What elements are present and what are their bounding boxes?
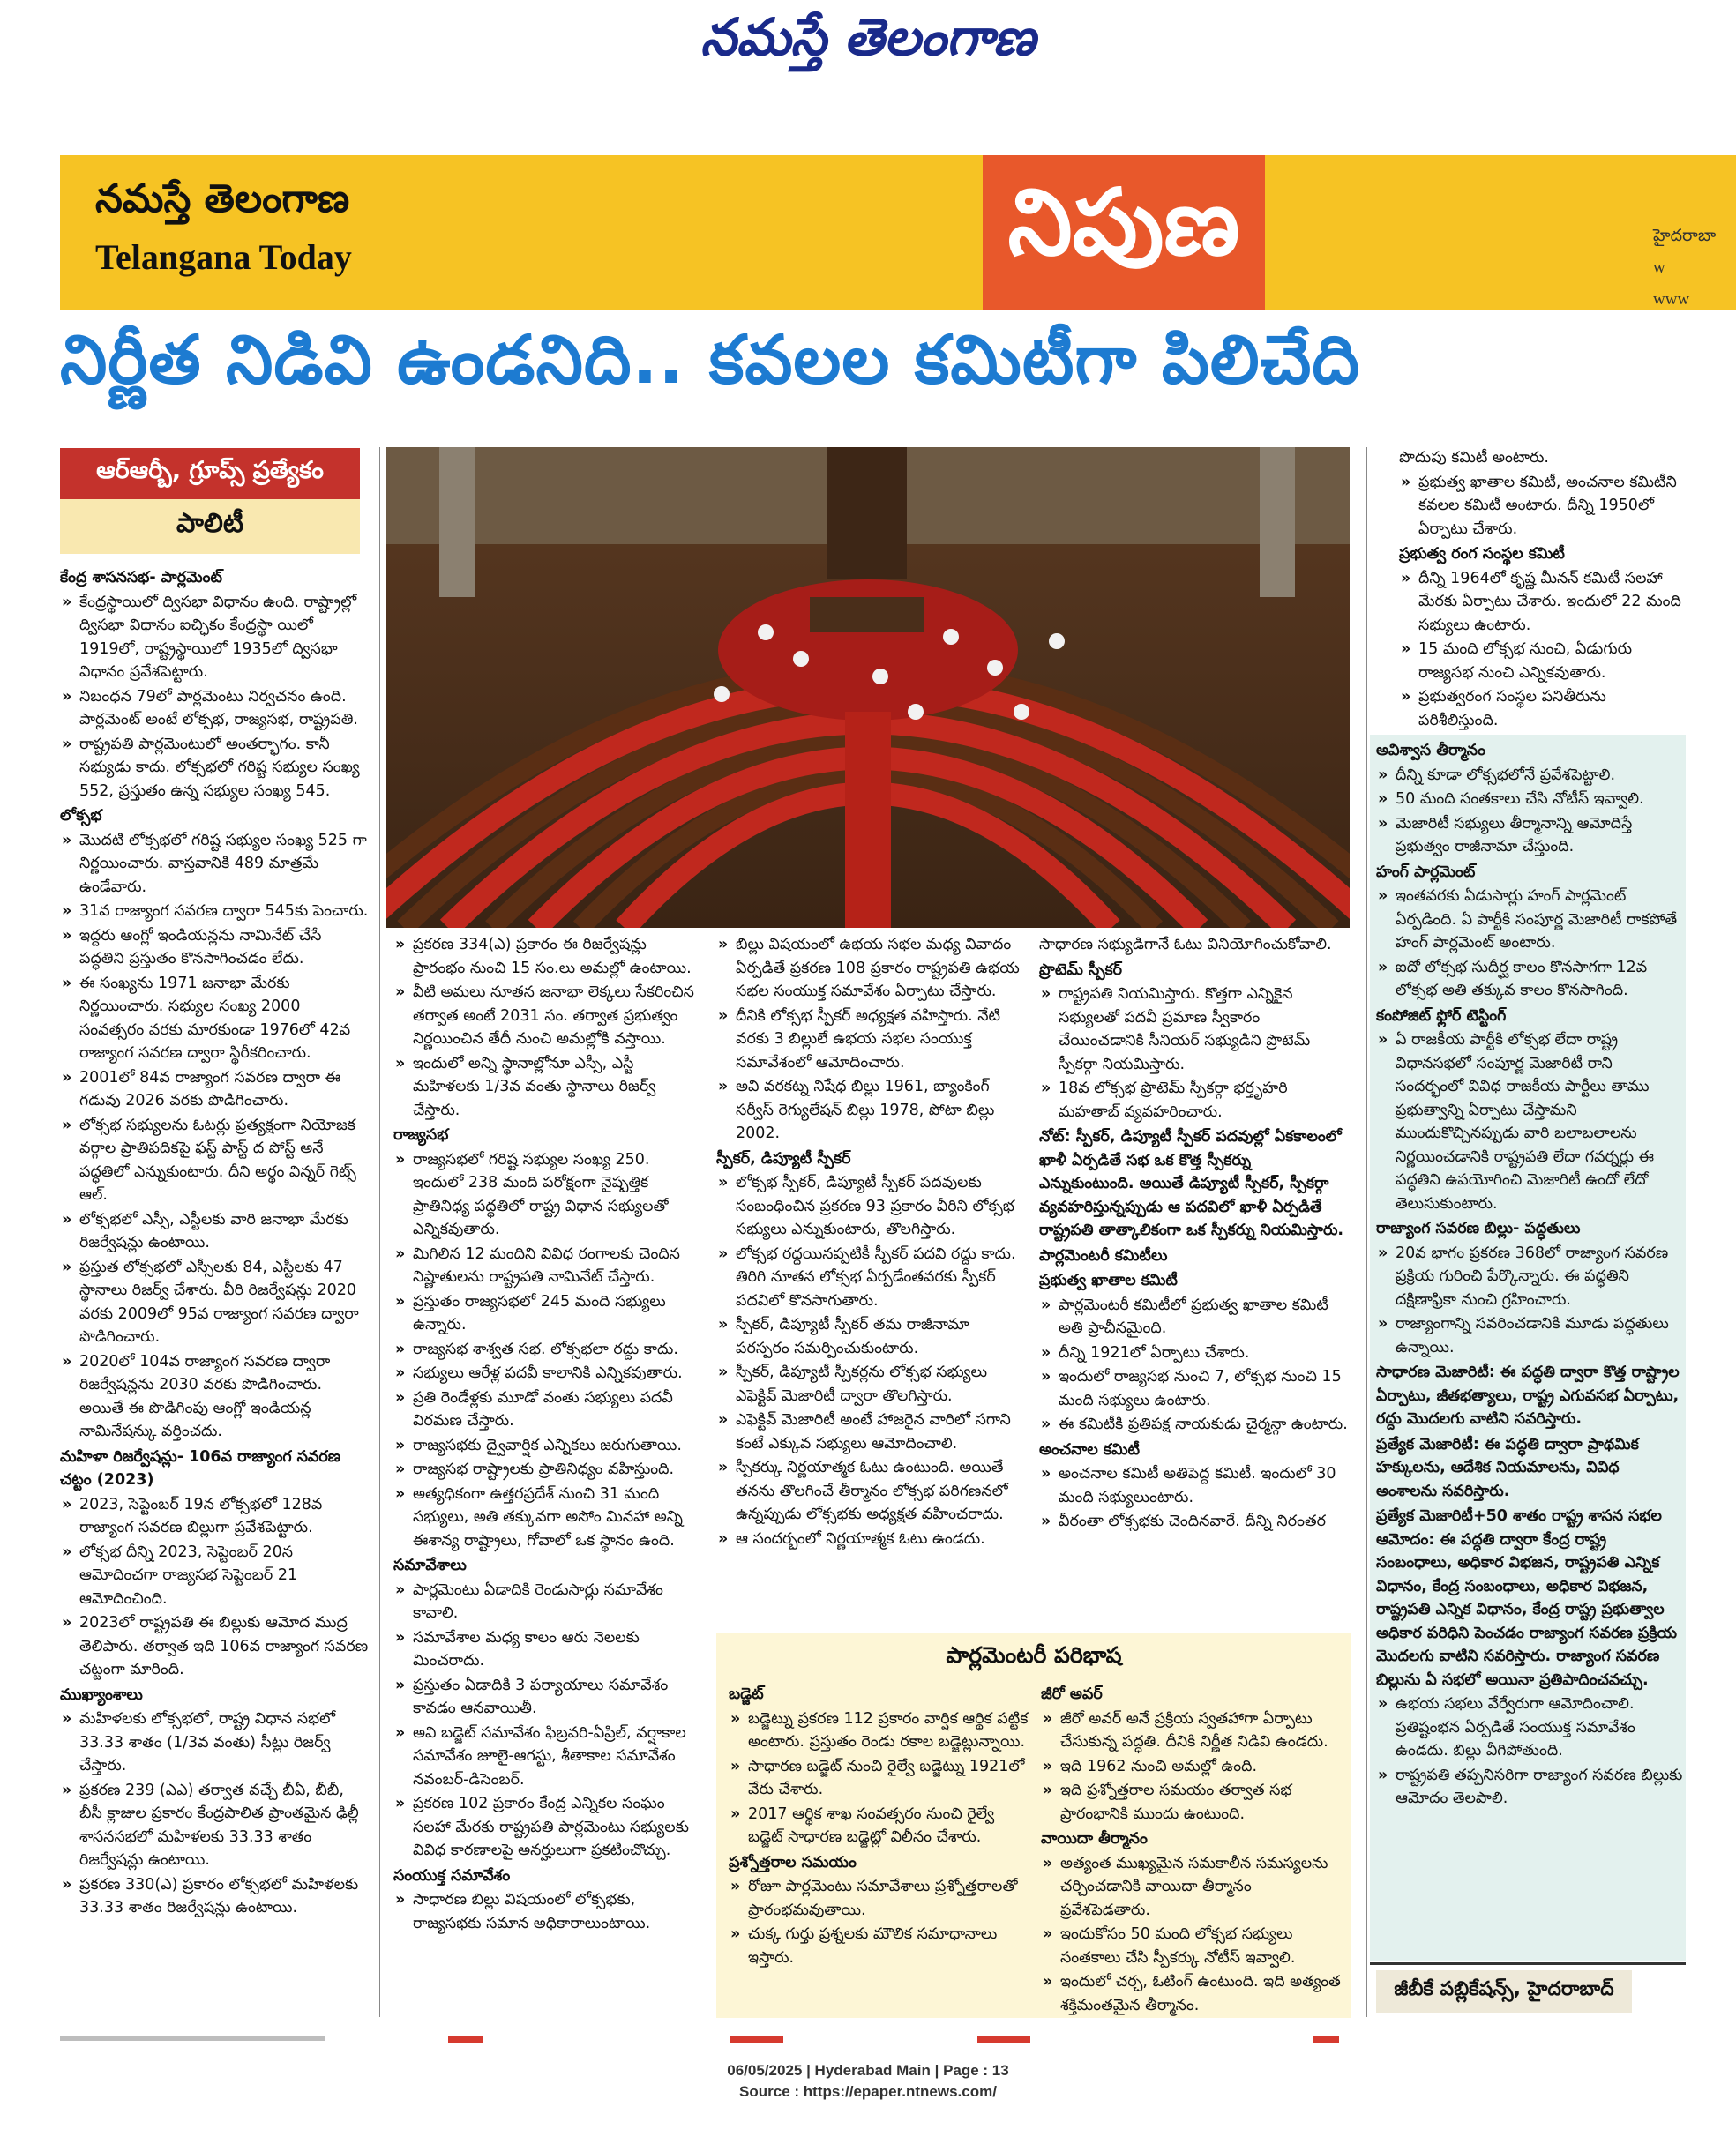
footer-source-line: Source : https://epaper.ntnews.com/	[739, 2083, 997, 2100]
brand-block	[95, 176, 352, 278]
section-subheading: హంగ్ పార్లమెంట్	[1376, 863, 1476, 881]
section-subheading: ముఖ్యాంశాలు	[60, 1685, 143, 1704]
section-title: నిపుణ	[983, 155, 1265, 310]
bullet-point: » ప్రకరణ 334(ఎ) ప్రకారం ఈ రిజర్వేషన్లు ప్రారంభం నుంచి 15 సం.లు అమల్లో ఉంటాయి.	[393, 933, 699, 980]
bullet-point: » అవి బడ్జెట్ సమావేశం ఫిబ్రవరి-ఏప్రిల్, వర్షాకాల సమావేశం జూలై-ఆగస్టు, శీతాకాల సమావేశం నవంబర్-డిసెంబర్.	[393, 1722, 699, 1792]
bottom-ad-strip	[60, 2033, 1348, 2045]
bullet-point: » దీన్ని కూడా లోక్సభలోనే ప్రవేశపెట్టాలి.	[1376, 764, 1685, 788]
bullet-point: » ప్రభుత్వ ఖాతాల కమిటీ, అంచనాల కమిటీని కవలల కమిటీ అంటారు. దీన్ని 1950లో ఏర్పాటు చేశారు.	[1399, 471, 1690, 542]
publisher-credit: జీబీకే పబ్లికేషన్స్, హైదరాబాద్	[1376, 1970, 1632, 2013]
bullet-point: » అంచనాల కమిటీ అతిపెద్ద కమిటీ. ఇందులో 30 మంది సభ్యులుంటారు.	[1039, 1462, 1348, 1509]
bullet-point: » 50 మంది సంతకాలు చేసి నోటీస్ ఇవ్వాలి.	[1376, 788, 1685, 811]
footer-date-line: 06/05/2025 | Hyderabad Main | Page : 13	[727, 2062, 1009, 2079]
section-subheading: రాజ్యాంగ సవరణ బిల్లు- పద్ధతులు	[1376, 1220, 1581, 1237]
page-footer	[0, 2060, 1736, 2103]
bullet-point: » రాజ్యాంగాన్ని సవరించడానికి మూడు పద్ధతులు ఉన్నాయి.	[1376, 1312, 1685, 1359]
bullet-point: » స్పీకర్, డిప్యూటీ స్పీకర్ తమ రాజీనామా పరస్పరం సమర్పించుకుంటారు.	[716, 1313, 1021, 1360]
bullet-point: » ఐదో లోక్సభ సుదీర్ఘ కాలం కొనసాగగా 12వ లోక్సభ అతి తక్కువ కాలం కొనసాగింది.	[1376, 956, 1685, 1003]
bullet-point: » స్పీకర్కు నిర్ణయాత్మక ఓటు ఉంటుంది. అయితే తనను తొలగించే తీర్మానం లోక్సభ పరిగణనలో ఉన్నప్పుడు లోక్సభకు అధ్యక్షత వహించరాదు.	[716, 1456, 1021, 1527]
subject-tag: పాలిటీ	[60, 499, 360, 554]
bullet-point: » ఇది 1962 నుంచి అమల్లో ఉంది.	[1041, 1755, 1344, 1779]
column-divider	[1366, 447, 1367, 2017]
article-column-1	[60, 564, 369, 1921]
article-column-4	[1039, 933, 1348, 1535]
bullet-point: » రోజూ పార్లమెంటు సమావేశాలు ప్రశ్నోత్తరాలతో ప్రారంభమవుతాయి.	[729, 1875, 1032, 1922]
bullet-point: » ఎఫెక్టివ్ మెజారిటీ అంటే హాజరైన వారిలో సగాని కంటే ఎక్కువ సభ్యులు ఆమోదించాలి.	[716, 1408, 1021, 1455]
section-subheading: స్పీకర్, డిప్యూటీ స్పీకర్	[716, 1149, 851, 1168]
bullet-point: » ఆ సందర్భంలో నిర్ణయాత్మక ఓటు ఉండదు.	[716, 1528, 1021, 1551]
bullet-point: » 31వ రాజ్యాంగ సవరణ ద్వారా 545కు పెంచారు.	[60, 900, 369, 923]
bullet-point: » లోక్సభ రద్దయినప్పటికీ స్పీకర్ పదవి రద్దు కాదు. తిరిగి నూతన లోక్సభ ఏర్పడేంతవరకు స్పీకర్ పదవిలో కొనసాగుతారు.	[716, 1243, 1021, 1313]
banner-right-line: w	[1653, 258, 1665, 277]
brand-telugu: నమస్తే తెలంగాణ	[95, 176, 350, 221]
bullet-point: » సభ్యులు ఆరేళ్ల పదవీ కాలానికి ఎన్నికవుతారు.	[393, 1362, 699, 1386]
bullet-point: » సాధారణ బడ్జెట్ నుంచి రైల్వే బడ్జెట్ను 1921లో వేరు చేశారు.	[729, 1755, 1032, 1802]
bullet-point: » ప్రకరణ 239 (ఎఎ) తర్వాత వచ్చే బీఏ, బీబీ, బీసీ క్లాజుల ప్రకారం కేంద్రపాలిత ప్రాంతమైన ఢిల్లీ శాసనసభలో మహిళలకు 33.33 శాతం రిజర్వేషన్లు ఉంటాయి.	[60, 1779, 369, 1872]
bullet-point: » ప్రభుత్వరంగ సంస్థల పనితీరును పరిశీలిస్తుంది.	[1399, 685, 1690, 732]
section-subheading: ప్రత్యేక మెజారిటీ+50 శాతం రాష్ట్ర శాసన సభల ఆమోదం: ఈ పద్ధతి ద్వారా కేంద్ర రాష్ట్ర సంబంధాలు, అధికార విభజన, రాష్ట్రపతి ఎన్నిక విధానం, కేంద్ర సంబంధాలు, అధికార విభజన, రాష్ట్రపతి ఎన్నిక విధానం, కేంద్ర రాష్ట్ర ప్రభుత్వాల అధికార పరిధిని పెంచడం రాజ్యాంగ సవరణ ప్రక్రియ మొదలగు వాటిని సవరిస్తారు. రాజ్యాంగ సవరణ బిల్లును ఏ సభలో అయినా ప్రతిపాదించవచ్చు.	[1376, 1507, 1678, 1689]
bullet-point: » ఇందుకోసం 50 మంది లోక్సభ సభ్యులు సంతకాలు చేసి స్పీకర్కు నోటీస్ ఇవ్వాలి.	[1041, 1923, 1344, 1969]
parliament-chamber-photo	[386, 447, 1350, 928]
bullet-point: » రాష్ట్రపతి తప్పనిసరిగా రాజ్యాంగ సవరణ బిల్లుకు ఆమోదం తెలపాలి.	[1376, 1764, 1685, 1811]
bullet-point: » రాజ్యసభ రాష్ట్రాలకు ప్రాతినిధ్యం వహిస్తుంది.	[393, 1458, 699, 1482]
page-headline: నిర్ణీత నిడివి ఉండనిది.. కవలల కమిటీగా పిలిచేది	[60, 320, 1361, 399]
bullet-point: » 2023, సెప్టెంబర్ 19న లోక్సభలో 128వ రాజ్యాంగ సవరణ బిల్లుగా ప్రవేశపెట్టారు.	[60, 1493, 369, 1540]
section-subheading: సమావేశాలు	[393, 1557, 467, 1574]
bullet-point: » రాష్ట్రపతి నియమిస్తారు. కొత్తగా ఎన్నికైన సభ్యులతో పదవీ ప్రమాణ స్వీకారం చేయించడానికి సీనియర్ సభ్యుడిని ప్రొటెమ్ స్పీకర్గా నియమిస్తారు.	[1039, 983, 1348, 1076]
bullet-point: » సమావేశాల మధ్య కాలం ఆరు నెలలకు మించరాదు.	[393, 1626, 699, 1673]
article-column-5	[1399, 446, 1690, 733]
bullet-point: » అవి వరకట్న నిషేధ బిల్లు 1961, బ్యాంకింగ్ సర్వీస్ రెగ్యులేషన్ బిల్లు 1978, పోటా బిల్లు 2002.	[716, 1075, 1021, 1146]
paragraph: సాధారణ సభ్యుడిగానే ఓటు వినియోగించుకోవాలి.	[1039, 936, 1332, 953]
bullet-point: » 18వ లోక్సభ ప్రొటెమ్ స్పీకర్గా భర్తృహరి మహతాబ్ వ్యవహరించారు.	[1039, 1077, 1348, 1124]
bullet-point: » ప్రస్తుతం ఏడాదికి 3 పర్యాయాలు సమావేశం కావడం ఆనవాయితీ.	[393, 1674, 699, 1721]
bullet-point: » మిగిలిన 12 మందిని వివిధ రంగాలకు చెందిన నిష్ణాతులను రాష్ట్రపతి నామినేట్ చేస్తారు.	[393, 1243, 699, 1289]
bullet-point: » ఇది ప్రశ్నోత్తరాల సమయం తర్వాత సభ ప్రారంభానికి ముందు ఉంటుంది.	[1041, 1779, 1344, 1826]
bullet-point: » మొదటి లోక్సభలో గరిష్ట సభ్యుల సంఖ్య 525 గా నిర్ణయించారు. వాస్తవానికి 489 మాత్రమే ఉండేవారు.	[60, 829, 369, 900]
masthead-title: నమస్తే తెలంగాణ	[700, 7, 1036, 67]
section-subheading: కంపోజిట్ ఫ్లోర్ టెస్టింగ్	[1376, 1006, 1507, 1025]
bullet-point: » దీన్ని 1921లో ఏర్పాటు చేశారు.	[1039, 1341, 1348, 1365]
bullet-point: » ఈ సంఖ్యను 1971 జనాభా మేరకు నిర్ణయించారు. సభ్యుల సంఖ్య 2000 సంవత్సరం వరకు మారకుండా 1976లో 42వ రాజ్యాంగ సవరణ ద్వారా స్థిరీకరించారు.	[60, 972, 369, 1065]
bullet-point: » లోక్సభ సభ్యులను ఓటర్లు ప్రత్యక్షంగా నియోజక వర్గాల ప్రాతిపదికపై ఫస్ట్ పాస్ట్ ద పోస్ట్ అనే పద్ధతిలో ఎన్నుకుంటారు. దీని అర్థం విన్నర్ గెట్స్ ఆల్.	[60, 1114, 369, 1207]
section-banner	[60, 155, 1736, 310]
glossary-title: పార్లమెంటరీ పరిభాష	[946, 1642, 1122, 1668]
section-subheading: రాజ్యసభ	[393, 1126, 449, 1144]
bullet-point: » దీనికి లోక్సభ స్పీకర్ అధ్యక్షత వహిస్తారు. నేటి వరకు 3 బిల్లులే ఉభయ సభల సంయుక్త సమావేశంలో ఆమోదించారు.	[716, 1005, 1021, 1075]
bullet-point: » లోక్సభ స్పీకర్, డిప్యూటీ స్పీకర్ పదవులకు సంబంధించిన ప్రకరణ 93 ప్రకారం వీరిని లోక్సభ సభ్యులు ఎన్నుకుంటారు, తొలగిస్తారు.	[716, 1171, 1021, 1242]
column-divider	[379, 447, 380, 2017]
section-rule	[1370, 1962, 1686, 1965]
paragraph: పొదుపు కమిటీ అంటారు.	[1399, 449, 1549, 467]
bullet-point: » ఇద్దరు ఆంగ్లో ఇండియన్లను నామినేట్ చేసే పద్ధతిని ప్రస్తుతం కొనసాగించడం లేదు.	[60, 924, 369, 971]
bullet-point: » లోక్సభలో ఎస్సీ, ఎస్టీలకు వారి జనాభా మేరకు రిజర్వేషన్లు ఉంటాయి.	[60, 1208, 369, 1255]
section-subheading: ప్రభుత్వ రంగ సంస్థల కమిటీ	[1399, 545, 1565, 563]
glossary-column-right	[1041, 1681, 1344, 2018]
section-subheading: లోక్సభ	[60, 807, 102, 825]
banner-right-line: www	[1653, 290, 1690, 309]
section-subheading: సాధారణ మెజారిటీ: ఈ పద్ధతి ద్వారా కొత్త రాష్ట్రాల ఏర్పాటు, జీతభత్యాలు, రాష్ట్ర ఎగువసభ ఏర్పాటు, రద్దు మొదలగు వాటిని సవరిస్తారు.	[1376, 1364, 1680, 1428]
bullet-point: » ఇందులో చర్చ, ఓటింగ్ ఉంటుంది. ఇది అత్యంత శక్తిమంతమైన తీర్మానం.	[1041, 1970, 1344, 2017]
bullet-point: » 2017 ఆర్థిక శాఖ సంవత్సరం నుంచి రైల్వే బడ్జెట్ సాధారణ బడ్జెట్లో విలీనం చేశారు.	[729, 1803, 1032, 1849]
bullet-point: » వీరంతా లోక్సభకు చెందినవారే. దీన్ని నిరంతర	[1039, 1510, 1348, 1534]
bullet-point: » ఇందులో రాజ్యసభ నుంచి 7, లోక్సభ నుంచి 15 మంది సభ్యులు ఉంటారు.	[1039, 1365, 1348, 1412]
bullet-point: » బిల్లు విషయంలో ఉభయ సభల మధ్య వివాదం ఏర్పడితే ప్రకరణ 108 ప్రకారం రాష్ట్రపతి ఉభయ సభల సంయుక్త సమావేశం ఏర్పాటు చేస్తారు.	[716, 933, 1021, 1004]
bullet-point: » 2020లో 104వ రాజ్యాంగ సవరణ ద్వారా రిజర్వేషన్లను 2030 వరకు పొడిగించారు. అయితే ఈ పొడిగింపు ఆంగ్లో ఇండియన్ల నామినేషన్కు వర్తించదు.	[60, 1350, 369, 1444]
bullet-point: » 20వ భాగం ప్రకరణ 368లో రాజ్యాంగ సవరణ ప్రక్రియ గురించి పేర్కొన్నారు. ఈ పద్ధతిని దక్షిణాఫ్రికా నుంచి గ్రహించారు.	[1376, 1242, 1685, 1312]
bullet-point: » ఈ కమిటీకి ప్రతిపక్ష నాయకుడు చైర్మన్గా ఉంటారు.	[1039, 1413, 1348, 1437]
bullet-point: » 2023లో రాష్ట్రపతి ఈ బిల్లుకు ఆమోద ముద్ర తెలిపారు. తర్వాత ఇది 106వ రాజ్యాంగ సవరణ చట్టంగా మారింది.	[60, 1611, 369, 1682]
chamber-illustration	[386, 447, 1350, 928]
bullet-point: » ప్రస్తుత లోక్సభలో ఎస్సీలకు 84, ఎస్టీలకు 47 స్థానాలు రిజర్వ్ చేశారు. వీరి రిజర్వేషన్లు 2020 వరకు 2009లో 95వ రాజ్యాంగ సవరణ ద్వారా పొడిగించారు.	[60, 1256, 369, 1349]
section-subheading: ప్రశ్నోత్తరాల సమయం	[729, 1853, 857, 1872]
bullet-point: » లోక్సభ దీన్ని 2023, సెప్టెంబర్ 20న ఆమోదించగా రాజ్యసభ సెప్టెంబర్ 21 ఆమోదించింది.	[60, 1541, 369, 1611]
bullet-point: » రాజ్యసభలో గరిష్ట సభ్యుల సంఖ్య 250. ఇందులో 238 మంది పరోక్షంగా నైష్పత్తిక ప్రాతినిధ్య పద్ధతిలో రాష్ట్ర విధాన సభ్యులతో ఎన్నికవుతారు.	[393, 1148, 699, 1242]
bullet-point: » అత్యంత ముఖ్యమైన సమకాలీన సమస్యలను చర్చించడానికి వాయిదా తీర్మానం ప్రవేశపెడతారు.	[1041, 1852, 1344, 1923]
article-column-6	[1376, 737, 1685, 1812]
bullet-point: » ఇంతవరకు ఏడుసార్లు హంగ్ పార్లమెంట్ ఏర్పడింది. ఏ పార్టీకి సంపూర్ణ మెజారిటీ రాకపోతే హంగ్ పార్లమెంట్ అంటారు.	[1376, 885, 1685, 955]
banner-right-line: హైదరాబా	[1653, 227, 1717, 245]
bullet-point: » జీరో అవర్ అనే ప్రక్రియ స్వతహాగా ఏర్పాటు చేసుకున్న పద్ధతి. దీనికి నిర్ణీత నిడివి ఉండదు.	[1041, 1707, 1344, 1754]
section-subheading: మహిళా రిజర్వేషన్లు- 106వ రాజ్యాంగ సవరణ చట్టం (2023)	[60, 1447, 341, 1489]
section-subheading: ప్రత్యేక మెజారిటీ: ఈ పద్ధతి ద్వారా ప్రాథమిక హక్కులను, ఆదేశిక నియమాలను, వివిధ అంశాలను సవరిస్తారు.	[1376, 1435, 1639, 1500]
bullet-point: » నిబంధన 79లో పార్లమెంటు నిర్వచనం ఉంది. పార్లమెంట్ అంటే లోక్సభ, రాజ్యసభ, రాష్ట్రపతి.	[60, 685, 369, 732]
section-subheading: బడ్జెట్	[729, 1685, 764, 1703]
bullet-point: » ప్రకరణ 330(ఎ) ప్రకారం లోక్సభలో మహిళలకు 33.33 శాతం రిజర్వేషన్లు ఉంటాయి.	[60, 1873, 369, 1920]
section-subheading: సంయుక్త సమావేశం	[393, 1866, 511, 1885]
bullet-point: » ప్రతి రెండేళ్లకు మూడో వంతు సభ్యులు పదవీ విరమణ చేస్తారు.	[393, 1386, 699, 1433]
section-subheading: జీరో అవర్	[1041, 1685, 1103, 1703]
bullet-point: » మెజారిటీ సభ్యులు తీర్మానాన్ని ఆమోదిస్తే ప్రభుత్వం రాజీనామా చేస్తుంది.	[1376, 812, 1685, 859]
bullet-point: » ఏ రాజకీయ పార్టీకి లోక్సభ లేదా రాష్ట్ర విధానసభలో సంపూర్ణ మెజారిటీ రాని సందర్భంలో వివిధ రాజకీయ పార్టీలు తాము ప్రభుత్వాన్ని ఏర్పాటు చేస్తామని ముందుకొచ్చినప్పుడు వారి బలాబలాలను నిర్ణయించడానికి రాష్ట్రపతి లేదా గవర్నర్లు ఈ పద్ధతిని ఉపయోగించి మెజారిటీ ఉందో లేదో తెలుసుకుంటారు.	[1376, 1028, 1685, 1215]
section-subheading: పార్లమెంటరీ కమిటీలు	[1039, 1246, 1168, 1265]
section-subheading: ప్రభుత్వ ఖాతాల కమిటీ	[1039, 1272, 1178, 1289]
brand-english: Telangana Today	[95, 237, 352, 277]
bullet-point: » స్పీకర్, డిప్యూటీ స్పీకర్లను లోక్సభ సభ్యులు ఎఫెక్టివ్ మెజారిటీ ద్వారా తొలగిస్తారు.	[716, 1361, 1021, 1408]
section-subheading: నోట్: స్పీకర్, డిప్యూటీ స్పీకర్ పదవుల్లో ఏకకాలంలో ఖాళీ ఏర్పడితే సభ ఒక కొత్త స్పీకర్ను ఎన్నుకుంటుంది. అయితే డిప్యూటీ స్పీకర్, స్పీకర్గా వ్యవహరిస్తున్నప్పుడు ఆ పదవిలో ఖాళీ ఏర్పడితే రాష్ట్రపతి తాత్కాలికంగా ఒక స్పీకర్ను నియమిస్తారు.	[1039, 1128, 1344, 1239]
article-column-3	[716, 933, 1021, 1551]
section-subheading: అవిశ్వాస తీర్మానం	[1376, 742, 1485, 759]
bullet-point: » అత్యధికంగా ఉత్తరప్రదేశ్ నుంచి 31 మంది సభ్యులు, అతి తక్కువగా అసోం మినహా అన్ని ఈశాన్య రాష్ట్రాలు, గోవాలో ఒక స్థానం ఉంది.	[393, 1483, 699, 1553]
bullet-point: » ఇందులో అన్ని స్థానాల్లోనూ ఎస్సీ, ఎస్టీ మహిళలకు 1/3వ వంతు స్థానాలు రిజర్వ్ చేస్తారు.	[393, 1052, 699, 1123]
section-subheading: వాయిదా తీర్మానం	[1041, 1830, 1148, 1848]
bullet-point: » దీన్ని 1964లో కృష్ణ మీనన్ కమిటీ సలహా మేరకు ఏర్పాటు చేశారు. ఇందులో 22 మంది సభ్యులు ఉంటారు.	[1399, 567, 1690, 638]
bullet-point: » చుక్క గుర్తు ప్రశ్నలకు మౌలిక సమాధానాలు ఇస్తారు.	[729, 1923, 1032, 1969]
bullet-point: » ప్రస్తుతం రాజ్యసభలో 245 మంది సభ్యులు ఉన్నారు.	[393, 1290, 699, 1337]
bullet-point: » పార్లమెంటు ఏడాదికి రెండుసార్లు సమావేశం కావాలి.	[393, 1579, 699, 1625]
category-tag: ఆర్ఆర్బీ, గ్రూప్స్ ప్రత్యేకం	[60, 448, 360, 499]
bullet-point: » రాష్ట్రపతి పార్లమెంటులో అంతర్భాగం. కానీ సభ్యుడు కాదు. లోక్సభలో గరిష్ట సభ్యుల సంఖ్య 552, ప్రస్తుతం ఉన్న సభ్యుల సంఖ్య 545.	[60, 733, 369, 803]
bullet-point: » రాజ్యసభకు ద్వైవార్షిక ఎన్నికలు జరుగుతాయి.	[393, 1434, 699, 1458]
bullet-point: » ప్రకరణ 102 ప్రకారం కేంద్ర ఎన్నికల సంఘం సలహా మేరకు రాష్ట్రపతి పార్లమెంటు సభ్యులకు వివిధ కారణాలపై అనర్హులుగా ప్రకటించొచ్చు.	[393, 1792, 699, 1863]
section-subheading: ప్రొటెమ్ స్పీకర్	[1039, 960, 1123, 979]
bullet-point: » మహిళలకు లోక్సభలో, రాష్ట్ర విధాన సభలో 33.33 శాతం (1/3వ వంతు) సీట్లు రిజర్వ్ చేస్తారు.	[60, 1707, 369, 1778]
bullet-point: » సాధారణ బిల్లు విషయంలో లోక్సభకు, రాజ్యసభకు సమాన అధికారాలుంటాయి.	[393, 1888, 699, 1935]
glossary-column-left	[729, 1681, 1032, 1970]
article-column-2	[393, 933, 699, 1936]
bullet-point: » బడ్జెట్ను ప్రకరణ 112 ప్రకారం వార్షిక ఆర్థిక పట్టిక అంటారు. ప్రస్తుతం రెండు రకాల బడ్జెట్లున్నాయి.	[729, 1707, 1032, 1754]
bullet-point: » రాజ్యసభ శాశ్వత సభ. లోక్సభలా రద్దు కాదు.	[393, 1338, 699, 1362]
section-subheading: అంచనాల కమిటీ	[1039, 1440, 1141, 1459]
bullet-point: » వీటి అమలు నూతన జనాభా లెక్కలు సేకరించిన తర్వాత అంటే 2031 సం. తర్వాత ప్రభుత్వం నిర్ణయించిన తేదీ నుంచి అమల్లోకి వస్తాయి.	[393, 981, 699, 1051]
section-subheading: కేంద్ర శాసనసభ- పార్లమెంట్	[60, 569, 223, 587]
strip-marks	[60, 2034, 1348, 2046]
banner-right-text	[1653, 220, 1716, 316]
bullet-point: » పార్లమెంటరీ కమిటీలో ప్రభుత్వ ఖాతాల కమిటీ అతి ప్రాచీనమైంది.	[1039, 1294, 1348, 1341]
bullet-point: » కేంద్రస్థాయిలో ద్విసభా విధానం ఉంది. రాష్ట్రాల్లో ద్విసభా విధానం ఐచ్ఛికం కేంద్రస్థా యిలో 1919లో, రాష్ట్రస్థాయిలో 1935లో ద్విసభా విధానం ప్రవేశపెట్టారు.	[60, 591, 369, 684]
bullet-point: » 15 మంది లోక్సభ నుంచి, ఏడుగురు రాజ్యసభ నుంచి ఎన్నికవుతారు.	[1399, 638, 1690, 684]
bullet-point: » ఉభయ సభలు వేర్వేరుగా ఆమోదించాలి. ప్రతిష్టంభన ఏర్పడితే సంయుక్త సమావేశం ఉండదు. బిల్లు వీగిపోతుంది.	[1376, 1692, 1685, 1763]
bullet-point: » 2001లో 84వ రాజ్యాంగ సవరణ ద్వారా ఈ గడువు 2026 వరకు పొడిగించారు.	[60, 1066, 369, 1113]
